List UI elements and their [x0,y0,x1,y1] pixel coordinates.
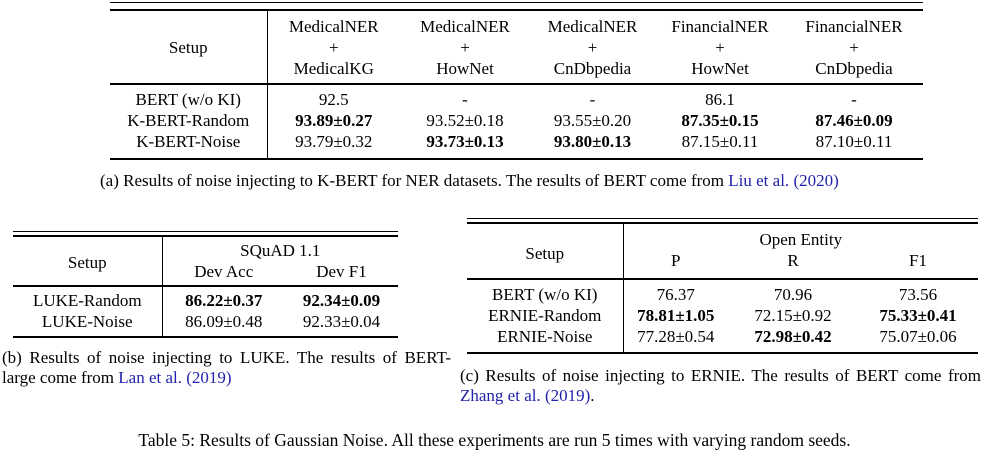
header-line: MedicalNER [288,17,379,36]
table-c-header-r: R [728,250,858,279]
table-cell: 73.56 [898,285,938,304]
table-cell: 75.07±0.06 [879,327,957,346]
table-a-kbert-ner-wrapper [110,2,923,160]
header-line: HowNet [436,59,494,78]
plus-sign: + [328,38,339,57]
caption-b-text: (b) Results of noise injecting to LUKE. The results of BERT-large come from [2,348,451,387]
table-cell: 76.37 [656,285,695,304]
table-b-group-header-row [13,236,398,261]
table-a-header-col3 [530,10,655,84]
table-b-header-devacc: Dev Acc [162,261,285,286]
caption-c-text: (c) Results of noise injecting to ERNIE. The results of BERT come from [460,366,981,385]
row-label: LUKE-Random [13,286,162,311]
row-label: K-BERT-Noise [110,131,267,159]
table-a-header-col5 [785,10,923,84]
table-a-header-col1 [267,10,400,84]
table-b-header-devf1: Dev F1 [285,261,398,286]
table-row [110,84,923,110]
caption-a [100,170,923,191]
table-cell-best: 87.46±0.09 [815,111,893,130]
table-c-header-p: P [623,250,728,279]
table-c-ernie-wrapper [467,218,978,354]
header-line: FinancialNER [671,17,769,36]
row-label: ERNIE-Random [467,305,623,326]
header-line: CnDbpedia [815,59,893,78]
citation-link-zhang[interactable]: Zhang et al. [460,386,541,405]
table-cell-best: 86.22±0.37 [185,291,263,310]
table-cell-best: 93.73±0.13 [426,132,504,151]
citation-link-liu[interactable]: Liu et al. [728,171,790,190]
citation-link-lan-year[interactable]: (2019) [186,368,232,387]
table-row [467,279,978,305]
row-label: BERT (w/o KI) [110,84,267,110]
caption-a-text: (a) Results of noise injecting to K-BERT for NER datasets. The results of BERT come from [100,171,729,190]
table-c-header-f1: F1 [858,250,978,279]
table-cell: - [462,90,468,109]
table-cell-best: 92.34±0.09 [302,291,381,310]
plus-sign: + [849,38,859,57]
table-b-header-setup: Setup [13,236,162,286]
table-cell-best: 93.89±0.27 [295,111,373,130]
table-cell: 92.5 [318,90,349,109]
table-row [110,131,923,159]
table-c-header-setup: Setup [467,223,623,279]
table-cell: 77.28±0.54 [637,327,715,346]
table-cell: 93.79±0.32 [295,132,373,151]
plus-sign: + [715,38,725,57]
plus-sign: + [587,38,598,57]
table-cell-best: 87.35±0.15 [681,111,759,130]
table-cell: 70.96 [773,285,813,304]
table-cell-best: 75.33±0.41 [879,306,957,325]
row-label: K-BERT-Random [110,110,267,131]
table-cell-best: 78.81±1.05 [637,306,715,325]
table-row [13,311,398,337]
plus-sign: + [460,38,470,57]
header-line: MedicalNER [547,17,638,36]
table-cell: 72.15±0.92 [754,306,832,325]
table-cell-best: 93.80±0.13 [553,132,632,151]
table-a-header-row [110,10,923,84]
header-line: MedicalKG [293,59,374,78]
table-cell: 93.55±0.20 [553,111,632,130]
table-row [467,326,978,353]
citation-link-lan[interactable]: Lan et al. [118,368,182,387]
table-b-luke [13,235,398,338]
row-label: BERT (w/o KI) [467,279,623,305]
caption-b [2,348,451,388]
table-cell-best: 72.98±0.42 [754,327,832,346]
citation-link-liu-year[interactable]: (2020) [793,171,839,190]
table-cell: - [851,90,857,109]
table-cell: 86.09±0.48 [185,312,263,331]
row-label: ERNIE-Noise [467,326,623,353]
table-row [467,305,978,326]
citation-link-zhang-year[interactable]: (2019) [544,386,591,405]
table-cell: - [589,90,596,109]
table-cell: 87.15±0.11 [681,132,759,151]
table-c-group-header-row [467,223,978,250]
header-line: FinancialNER [805,17,903,36]
table-cell: 86.1 [705,90,735,109]
table-b-luke-wrapper [13,231,398,338]
table-c-ernie [467,222,978,354]
table-a-header-col4 [655,10,785,84]
table-b-group-header: SQuAD 1.1 [240,241,321,260]
table-c-group-header: Open Entity [759,230,843,249]
row-label: LUKE-Noise [13,311,162,337]
header-line: HowNet [691,59,749,78]
table-a-header-setup: Setup [110,10,267,84]
caption-c [460,366,981,406]
table-cell: 93.52±0.18 [426,111,504,130]
table-5-caption: Table 5: Results of Gaussian Noise. All these experiments are run 5 times with varying random seeds. [138,430,851,450]
table-row [13,286,398,311]
table-a-kbert-ner [110,9,923,160]
header-line: CnDbpedia [553,59,632,78]
table-cell: 92.33±0.04 [302,312,381,331]
table-cell: 87.10±0.11 [815,132,893,151]
header-line: MedicalNER [420,17,510,36]
caption-c-suffix: . [590,386,595,405]
table-a-header-col2 [400,10,530,84]
table-row [110,110,923,131]
